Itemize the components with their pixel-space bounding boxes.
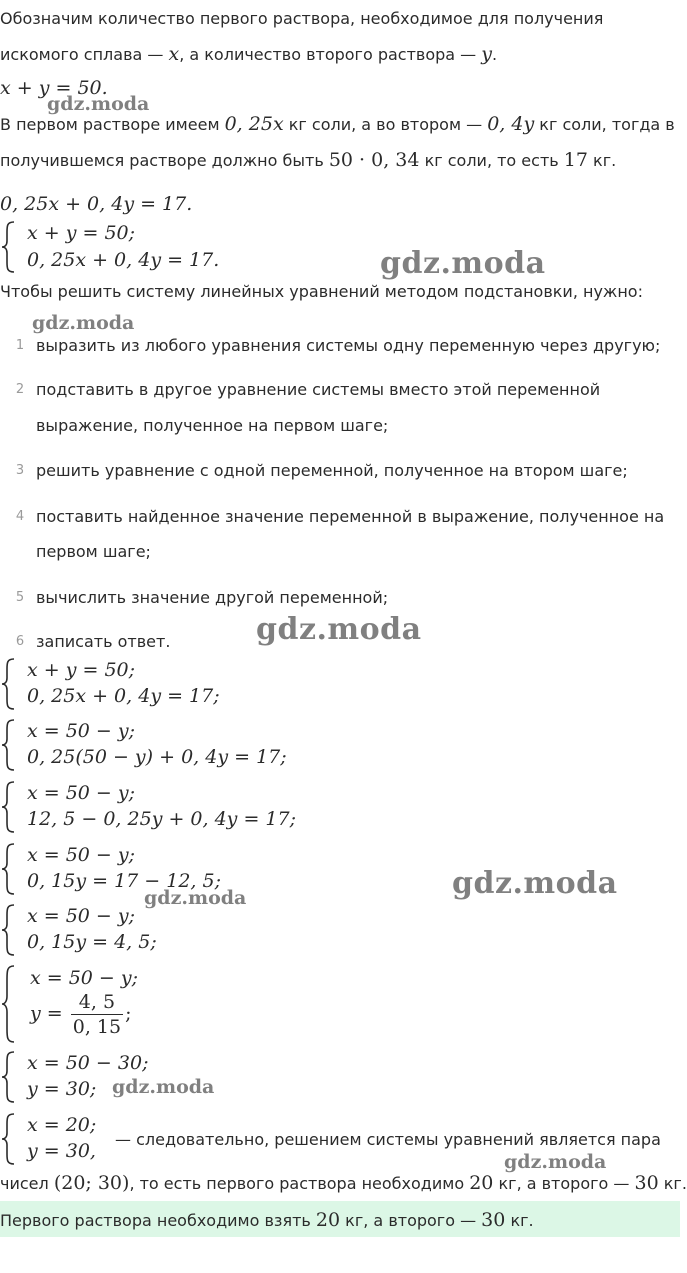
answer-b: кг, а второго —: [340, 1211, 482, 1230]
conclusion-second: 30: [634, 1172, 659, 1194]
fraction: [71, 990, 123, 1039]
brace-icon: [0, 657, 16, 711]
step-text: поставить найденное значение переменной в выражение, полученное на: [36, 507, 665, 526]
para2-d: получившемся растворе должно быть: [0, 151, 329, 170]
var-y: y: [481, 43, 492, 65]
system-row: x + y = 50;: [27, 659, 136, 681]
answer-first: 20: [315, 1209, 341, 1231]
watermark: gdz.moda: [112, 1076, 215, 1098]
watermark: gdz.moda: [47, 93, 150, 115]
conclusion-b: чисел: [0, 1174, 54, 1193]
system-row: x = 20;: [27, 1114, 97, 1136]
step-number: 2: [15, 382, 25, 397]
system-row: x = 50 − y;: [27, 782, 136, 804]
fraction-numerator: 4, 5: [78, 991, 116, 1013]
para2-math-2: 0, 4y: [487, 113, 535, 135]
brace-icon: [0, 964, 16, 1044]
system-row: x = 50 − 30;: [27, 1052, 149, 1074]
watermark: gdz.moda: [504, 1151, 607, 1173]
system-row: y = 30;: [27, 1078, 97, 1100]
conclusion-e: кг.: [658, 1174, 687, 1193]
system-row: x + y = 50;: [27, 222, 136, 244]
fraction-lhs: y =: [30, 1002, 69, 1025]
equation-sum: x + y = 50.: [0, 77, 108, 99]
system-row: 0, 25x + 0, 4y = 17.: [27, 249, 220, 271]
system-row: x = 50 − y;: [27, 720, 136, 742]
answer-text: [0, 1210, 534, 1231]
step-text: подставить в другое уравнение системы вместо этой переменной: [36, 380, 601, 399]
watermark: gdz.moda: [256, 612, 422, 647]
system-solution: [0, 1112, 110, 1166]
step-number: 1: [15, 338, 25, 353]
para2-b: кг соли, а во втором —: [283, 115, 488, 134]
system-row: x = 50 − y;: [30, 967, 139, 989]
fraction-end: ;: [125, 1002, 132, 1025]
watermark: gdz.moda: [380, 246, 546, 281]
step-text: решить уравнение с одной переменной, полученное на втором шаге;: [36, 461, 628, 480]
watermark: gdz.moda: [32, 312, 135, 334]
system-row: 0, 25x + 0, 4y = 17;: [27, 685, 220, 707]
conclusion-line-2: [0, 1173, 687, 1194]
step-number: 6: [15, 634, 25, 649]
system-row: 0, 15y = 17 − 12, 5;: [27, 870, 221, 892]
equation-salt: 0, 25x + 0, 4y = 17.: [0, 193, 193, 215]
var-x: x: [168, 43, 180, 65]
system-row: 12, 5 − 0, 25y + 0, 4y = 17;: [27, 808, 296, 830]
brace-icon: [0, 220, 16, 274]
system-row: x = 50 − y;: [27, 844, 136, 866]
conclusion-line-1: — следовательно, решением системы уравнений является пара: [115, 1130, 661, 1149]
method-intro: Чтобы решить систему линейных уравнений методом подстановки, нужно:: [0, 282, 643, 301]
system-initial: [0, 220, 260, 274]
intro-text-b: , а количество второго раствора —: [179, 45, 482, 64]
system-row-fraction: [30, 990, 132, 1039]
step-text: выражение, полученное на первом шаге;: [36, 416, 389, 435]
system-row: x = 50 − y;: [27, 905, 136, 927]
system-step-6: [0, 964, 300, 1044]
para2-c: кг соли, тогда в: [534, 115, 675, 134]
para2-line-2: [0, 150, 616, 171]
step-text: первом шаге;: [36, 542, 151, 561]
para2-line-1: [0, 114, 675, 135]
step-number: 4: [15, 509, 25, 524]
answer-second: 30: [481, 1209, 506, 1231]
system-step-3: [0, 780, 320, 834]
answer-a: Первого раствора необходимо взять: [0, 1211, 316, 1230]
conclusion-c: , то есть первого раствора необходимо: [129, 1174, 470, 1193]
watermark: gdz.moda: [144, 887, 247, 909]
answer-c: кг.: [505, 1211, 534, 1230]
step-text: выразить из любого уравнения системы одну переменную через другую;: [36, 336, 661, 355]
conclusion-d: кг, а второго —: [493, 1174, 635, 1193]
intro-line-1: Обозначим количество первого раствора, необходимое для получения: [0, 9, 604, 28]
system-step-2: [0, 718, 320, 772]
para2-f: кг.: [587, 151, 617, 170]
para2-math-3: 50 · 0, 34: [328, 149, 420, 171]
step-number: 3: [15, 463, 25, 478]
conclusion-pair: (20; 30): [53, 1172, 130, 1194]
system-row: 0, 25(50 − y) + 0, 4y = 17;: [27, 746, 287, 768]
intro-line-2: [0, 44, 497, 65]
system-step-1: [0, 657, 300, 711]
para2-e: кг соли, то есть: [419, 151, 564, 170]
intro-text-a: искомого сплава —: [0, 45, 169, 64]
para2-math-4: 17: [563, 149, 588, 171]
conclusion-first: 20: [469, 1172, 494, 1194]
system-step-5: [0, 903, 300, 957]
brace-icon: [0, 842, 16, 896]
para2-math-1: 0, 25x: [224, 113, 284, 135]
brace-icon: [0, 1050, 16, 1104]
brace-icon: [0, 903, 16, 957]
brace-icon: [0, 780, 16, 834]
system-row: y = 30,: [27, 1140, 96, 1162]
system-row: 0, 15y = 4, 5;: [27, 931, 157, 953]
step-text: вычислить значение другой переменной;: [36, 588, 389, 607]
step-number: 5: [15, 590, 25, 605]
para2-a: В первом растворе имеем: [0, 115, 225, 134]
answer-box: [0, 1201, 680, 1237]
fraction-denominator: 0, 15: [72, 1016, 122, 1038]
brace-icon: [0, 1112, 16, 1166]
intro-text-c: .: [492, 45, 498, 64]
brace-icon: [0, 718, 16, 772]
watermark: gdz.moda: [452, 866, 618, 901]
step-text: записать ответ.: [36, 632, 171, 651]
